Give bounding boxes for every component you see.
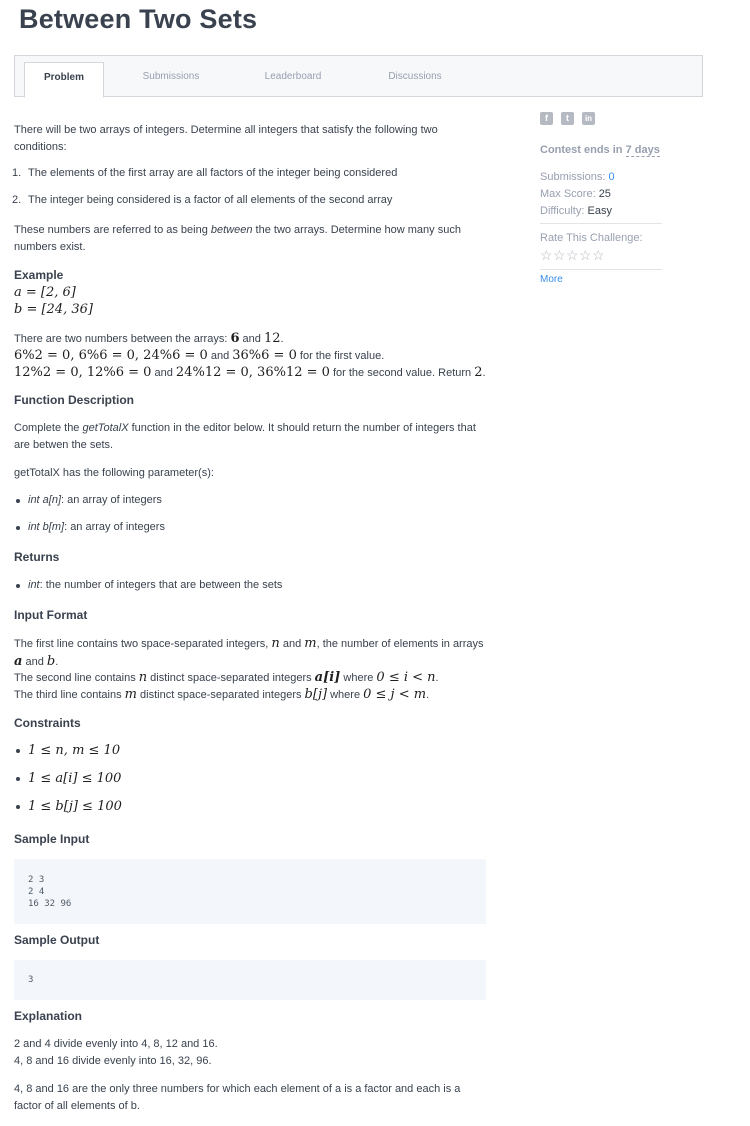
star-icon[interactable]: ☆ (592, 247, 605, 263)
between-text: These numbers are referred to as being between the two arrays. Determine how many such numbers exist. (14, 224, 461, 253)
returns-heading: Returns (14, 550, 60, 564)
condition-item: 1. The elements of the first array are all factors of the integer being considered (14, 165, 486, 182)
example-b: b = [24, 36] (14, 302, 93, 317)
star-icon[interactable]: ☆ (553, 247, 566, 263)
bullet (16, 584, 20, 588)
example-a: a = [2, 6] (14, 285, 76, 300)
function-description: Complete the getTotalX function in the editor below. It should return the number of integers that are betwen the sets. (14, 422, 476, 451)
condition-item: 2. The integer being considered is a factor of all elements of the second array (14, 192, 486, 209)
submissions-stat: Submissions: 0 (540, 171, 615, 183)
sample-input-heading: Sample Input (14, 832, 90, 846)
divider (540, 223, 662, 224)
example-line-1: There are two numbers between the arrays: 6 and 12. (14, 331, 284, 346)
tab-discussions[interactable]: Discussions (388, 71, 442, 82)
bullet (16, 499, 20, 503)
star-icon[interactable]: ☆ (540, 247, 553, 263)
facebook-icon[interactable]: f (540, 112, 553, 125)
tab-bar (14, 55, 703, 97)
star-icon[interactable]: ☆ (579, 247, 592, 263)
explanation-line: 2 and 4 divide evenly into 4, 8, 12 and 16. (14, 1038, 218, 1050)
explanation-heading: Explanation (14, 1009, 83, 1023)
star-icon[interactable]: ☆ (566, 247, 579, 263)
bullet (16, 749, 20, 753)
constraints-heading: Constraints (14, 716, 81, 730)
more-link[interactable]: More (540, 274, 563, 285)
params-intro: getTotalX has the following parameter(s): (14, 467, 214, 479)
submissions-count-link[interactable]: 0 (608, 171, 615, 183)
divider (540, 269, 662, 270)
page-title: Between Two Sets (19, 4, 258, 34)
linkedin-icon[interactable]: in (582, 112, 595, 125)
explanation-line: 4, 8 and 16 divide evenly into 16, 32, 96. (14, 1055, 212, 1067)
intro-text: There will be two arrays of integers. Determine all integers that satisfy the following two conditions: (14, 124, 438, 153)
tab-problem[interactable]: Problem (24, 62, 104, 98)
difficulty-stat: Difficulty: Easy (540, 205, 612, 217)
input-line-1: The first line contains two space-separated integers, n and m, the number of elements in arrays a and b. (14, 636, 484, 669)
example-line-3: 12%2 = 0, 12%6 = 0 and 24%12 = 0, 36%12 = 0 for the second value. Return 2. (14, 365, 486, 380)
bullet (16, 777, 20, 781)
input-format-heading: Input Format (14, 608, 88, 622)
rate-label: Rate This Challenge: (540, 232, 643, 244)
tab-submissions[interactable]: Submissions (142, 71, 200, 82)
condition-number: 1. (12, 167, 22, 179)
bullet (16, 526, 20, 530)
contest-timer: Contest ends in 7 days (540, 144, 660, 156)
example-heading: Example (14, 268, 64, 282)
constraint-item: 1 ≤ b[j] ≤ 100 (14, 798, 486, 816)
contest-timer-value: 7 days (625, 144, 660, 156)
tab-leaderboard[interactable]: Leaderboard (264, 71, 322, 82)
constraint-item: 1 ≤ n, m ≤ 10 (14, 742, 486, 760)
constraint-item: 1 ≤ a[i] ≤ 100 (14, 770, 486, 788)
input-line-2: The second line contains n distinct space-separated integers a[i] where 0 ≤ i < n. (14, 670, 439, 685)
condition-number: 2. (12, 194, 22, 206)
sample-output-heading: Sample Output (14, 933, 100, 947)
sample-input-code: 2 3 2 4 16 32 96 (14, 859, 486, 924)
explanation-final: 4, 8 and 16 are the only three numbers for which each element of a is a factor and each is a factor of all elements of b. (14, 1083, 461, 1112)
function-heading: Function Description (14, 393, 134, 407)
sample-output-code: 3 (14, 960, 486, 1000)
twitter-icon[interactable]: t (561, 112, 574, 125)
bullet (16, 805, 20, 809)
return-item: int: the number of integers that are between the sets (14, 577, 486, 594)
input-line-3: The third line contains m distinct space-separated integers b[j] where 0 ≤ j < m. (14, 687, 430, 702)
max-score-stat: Max Score: 25 (540, 188, 611, 200)
param-item: int b[m]: an array of integers (14, 519, 486, 536)
rating-stars (540, 247, 605, 264)
example-line-2: 6%2 = 0, 6%6 = 0, 24%6 = 0 and 36%6 = 0 for the first value. (14, 348, 385, 363)
param-item: int a[n]: an array of integers (14, 492, 486, 509)
